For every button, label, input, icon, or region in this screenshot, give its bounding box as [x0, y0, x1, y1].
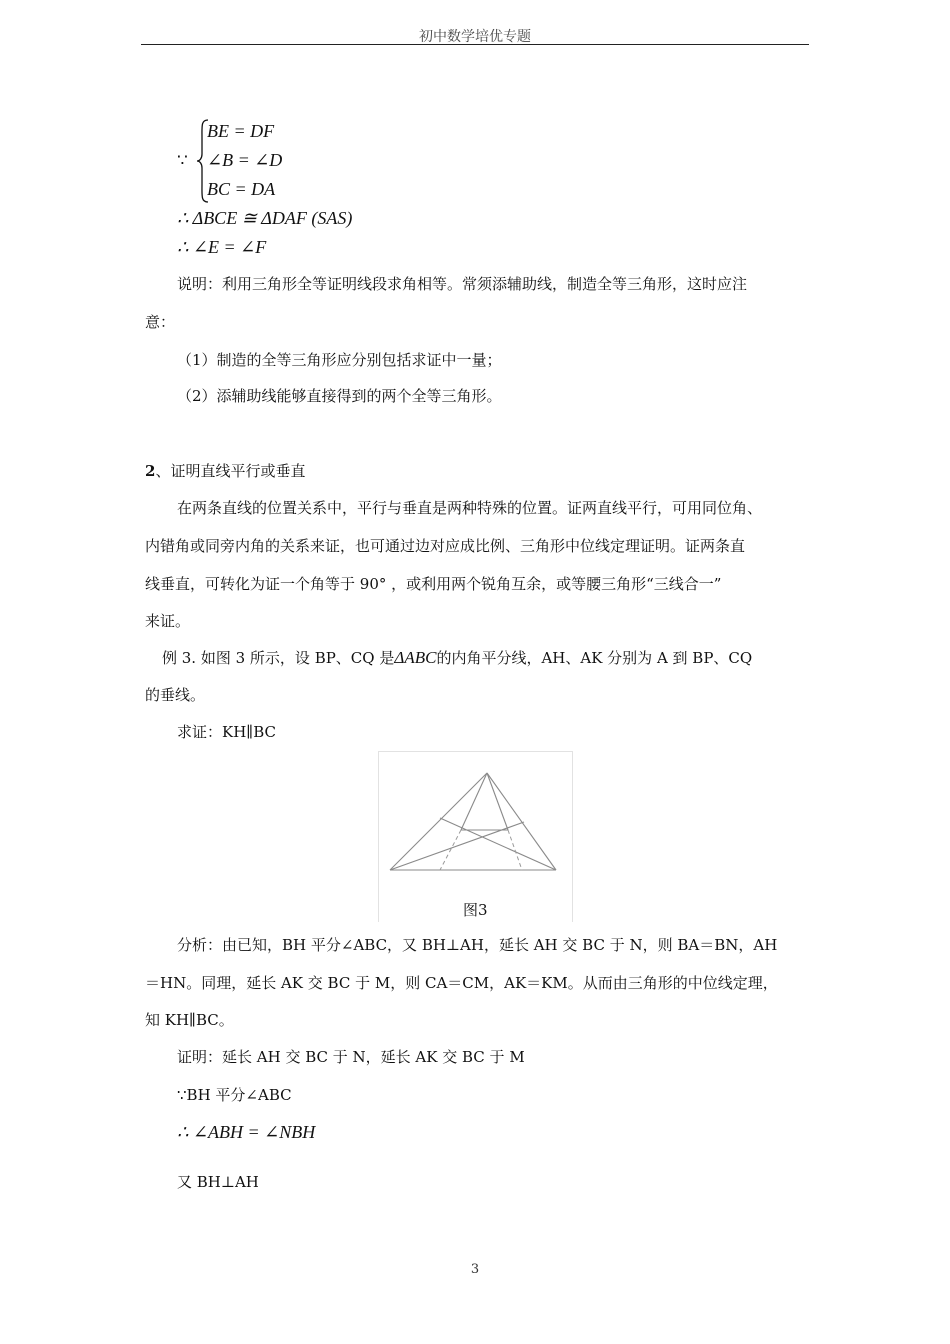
side-ab	[390, 773, 487, 870]
congruence-conclusion: ∴ ΔBCE ≅ ΔDAF (SAS)	[177, 208, 353, 228]
condition-2: ∠B = ∠D	[207, 150, 283, 170]
section-title: 、证明直线平行或垂直	[155, 462, 306, 480]
section-para-line-2: 内错角或同旁内角的关系来证，也可通过边对应成比例、三角形中位线定理证明。证两条直	[145, 537, 746, 555]
perpendicular-ah	[487, 773, 508, 830]
example-line-2: 的垂线。	[145, 686, 206, 704]
analysis-line-3: 知 KH∥BC。	[145, 1011, 234, 1029]
figure-caption: 图3	[463, 901, 488, 919]
triangle-figure	[380, 760, 570, 880]
proof-line-2: ∵BH 平分∠ABC	[177, 1086, 292, 1104]
condition-3: BC = DA	[207, 179, 276, 199]
page-header-title: 初中数学培优专题	[419, 29, 531, 45]
angle-conclusion: ∴ ∠E = ∠F	[177, 237, 267, 257]
triangle-abc: ΔABC	[394, 648, 437, 667]
section-para-line-1: 在两条直线的位置关系中，平行与垂直是两种特殊的位置。证两直线平行，可用同位角、	[177, 499, 763, 517]
bisector-bp	[390, 822, 524, 870]
proof-line-1: 证明：延长 AH 交 BC 于 N，延长 AK 交 BC 于 M	[177, 1048, 525, 1066]
side-ac	[487, 773, 556, 870]
example-line-1	[162, 648, 752, 668]
note-line-2: 意：	[145, 313, 176, 331]
header-rule	[141, 44, 809, 45]
analysis-line-1: 分析：由已知，BH 平分∠ABC，又 BH⊥AH，延长 AH 交 BC 于 N，则 BA＝BN，AH	[177, 936, 778, 954]
section-number: 2	[145, 462, 156, 480]
because-symbol: ∵	[177, 151, 188, 171]
note-item-2: （2）添辅助线能够直接得到的两个全等三角形。	[177, 387, 502, 405]
extension-km	[440, 830, 461, 870]
example-text-a: 例 3. 如图 3 所示，设 BP、CQ 是	[162, 649, 395, 667]
condition-1: BE = DF	[207, 121, 275, 141]
analysis-line-2: ＝HN。同理，延长 AK 交 BC 于 M，则 CA＝CM，AK＝KM。从而由三角形的中位线定理，	[145, 974, 778, 992]
section-heading	[145, 461, 305, 481]
proof-line-3: ∴ ∠ABH = ∠NBH	[177, 1122, 316, 1142]
page-number: 3	[470, 1262, 480, 1277]
note-item-1: （1）制造的全等三角形应分别包括求证中一量；	[177, 351, 502, 369]
example-text-b: 的内角平分线，AH、AK 分别为 A 到 BP、CQ	[436, 649, 753, 667]
proof-line-4: 又 BH⊥AH	[177, 1173, 259, 1191]
section-para-line-4: 来证。	[145, 612, 191, 630]
prove-statement: 求证：KH∥BC	[177, 723, 276, 741]
section-para-line-3: 线垂直，可转化为证一个角等于 90° ，或利用两个锐角互余，或等腰三角形“三线合一”	[145, 575, 722, 593]
bisector-cq	[440, 818, 556, 870]
perpendicular-ak	[461, 773, 487, 830]
note-line-1: 说明：利用三角形全等证明线段求角相等。常须添辅助线，制造全等三角形，这时应注	[177, 275, 748, 293]
